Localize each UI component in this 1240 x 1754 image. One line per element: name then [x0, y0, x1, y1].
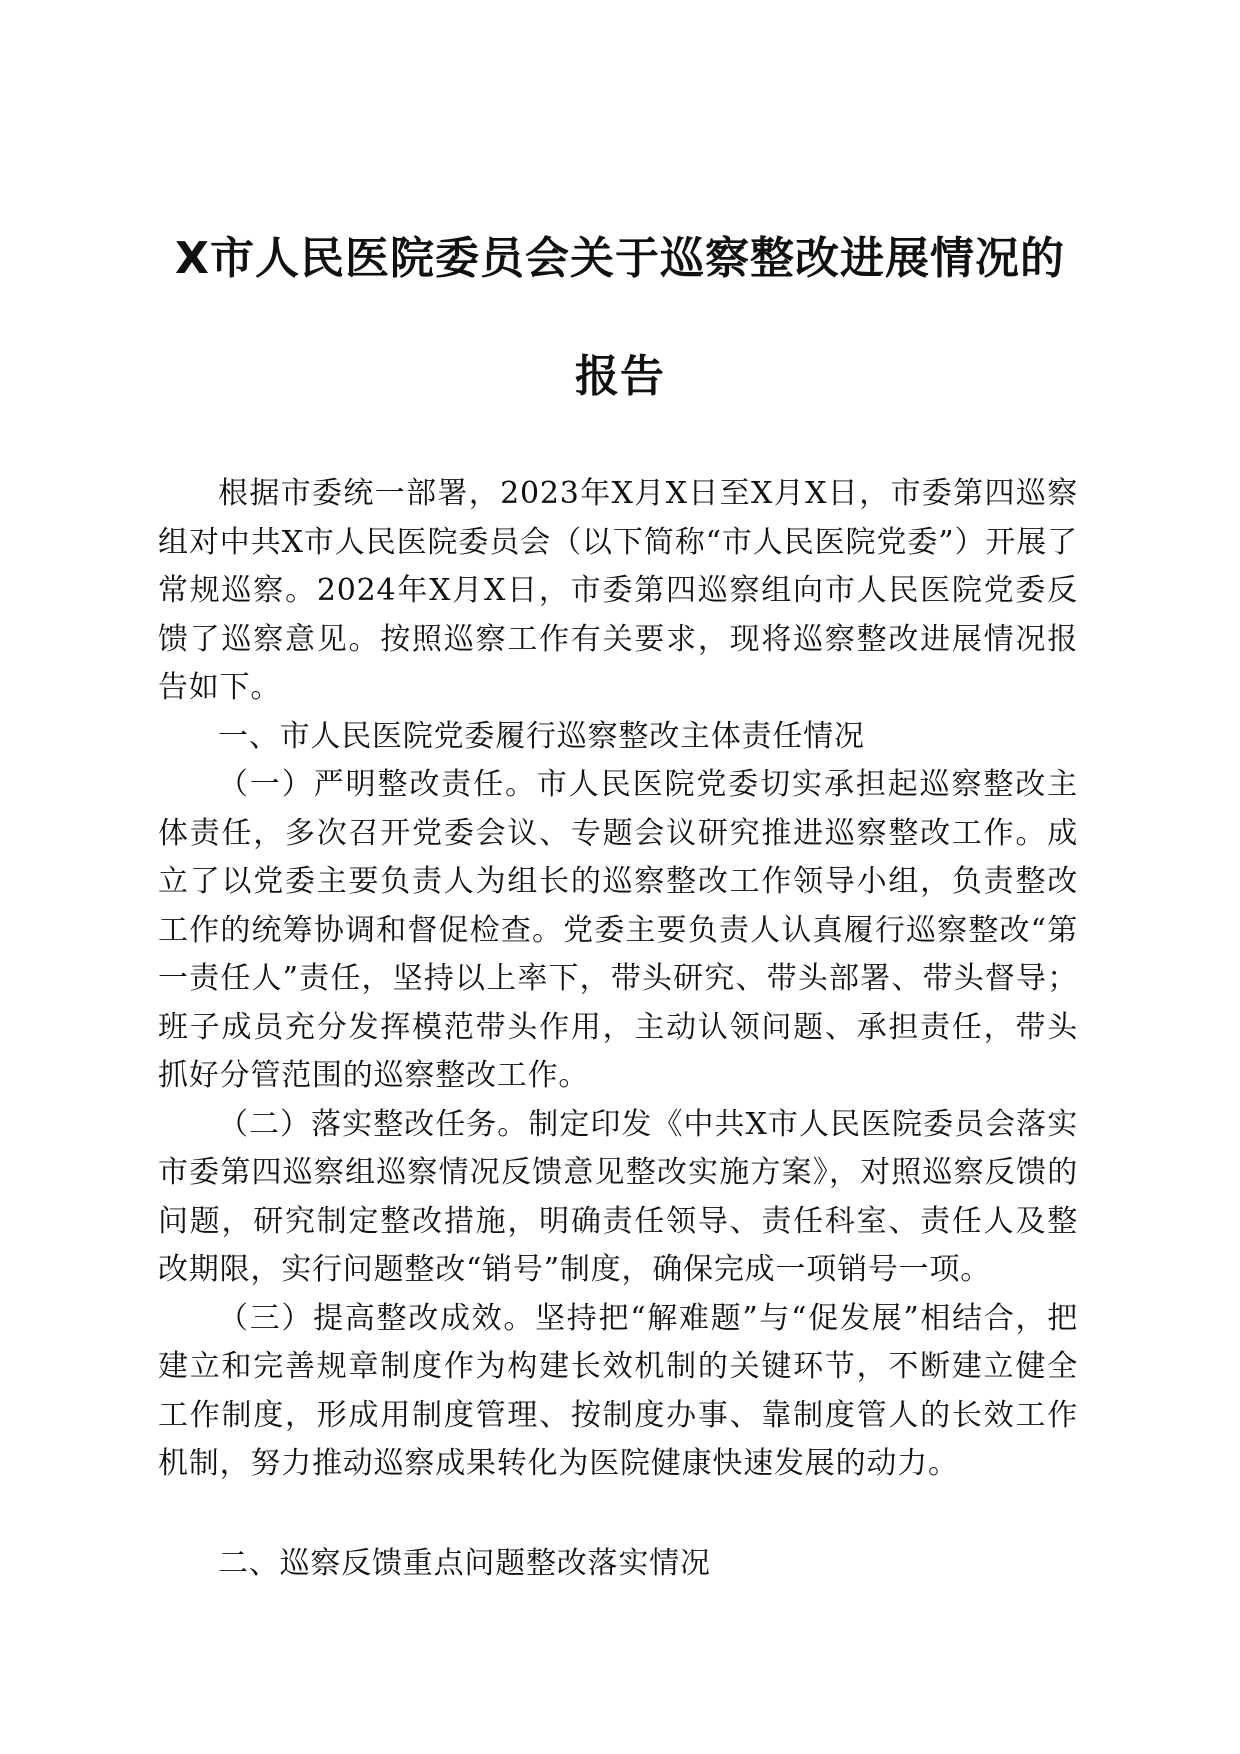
- section-1-heading: 一、市人民医院党委履行巡察整改主体责任情况: [218, 718, 865, 754]
- intro-paragraph: 根据市委统一部署，2023年X月X日至X月X日，市委第四巡察组对中共X市人民医院委员会（以下简称“市人民医院党委”）开展了常规巡察。2024年X月X日，市委第四巡察组向市人民医院党委反馈了巡察意见。按照巡察工作有关要求，现将巡察整改进展情况报告如下。: [158, 476, 1078, 705]
- section-1-paragraph-1: （一）严明整改责任。市人民医院党委切实承担起巡察整改主体责任，多次召开党委会议、专题会议研究推进巡察整改工作。成立了以党委主要负责人为组长的巡察整改工作领导小组，负责整改工作的统筹协调和督促检查。党委主要负责人认真履行巡察整改“第一责任人”责任，坚持以上率下，带头研究、带头部署、带头督导；班子成员充分发挥模范带头作用，主动认领问题、承担责任，带头抓好分管范围的巡察整改工作。: [158, 767, 1078, 1093]
- section-1-paragraph-2: （二）落实整改任务。制定印发《中共X市人民医院委员会落实市委第四巡察组巡察情况反馈意见整改实施方案》，对照巡察反馈的问题，研究制定整改措施，明确责任领导、责任科室、责任人及整改期限，实行问题整改“销号”制度，确保完成一项销号一项。: [158, 1106, 1078, 1287]
- section-1-paragraph-3: （三）提高整改成效。坚持把“解难题”与“促发展”相结合，把建立和完善规章制度作为构建长效机制的关键环节，不断建立健全工作制度，形成用制度管理、按制度办事、靠制度管人的长效工作机制，努力推动巡察成果转化为医院健康快速发展的动力。: [158, 1300, 1078, 1481]
- document-title-line-2: 报告: [575, 351, 665, 402]
- section-2-heading: 二、巡察反馈重点问题整改落实情况: [218, 1546, 711, 1581]
- document-body: [158, 470, 1078, 1489]
- document-title-line-1: X市人民医院委员会关于巡察整改进展情况的: [175, 233, 1065, 284]
